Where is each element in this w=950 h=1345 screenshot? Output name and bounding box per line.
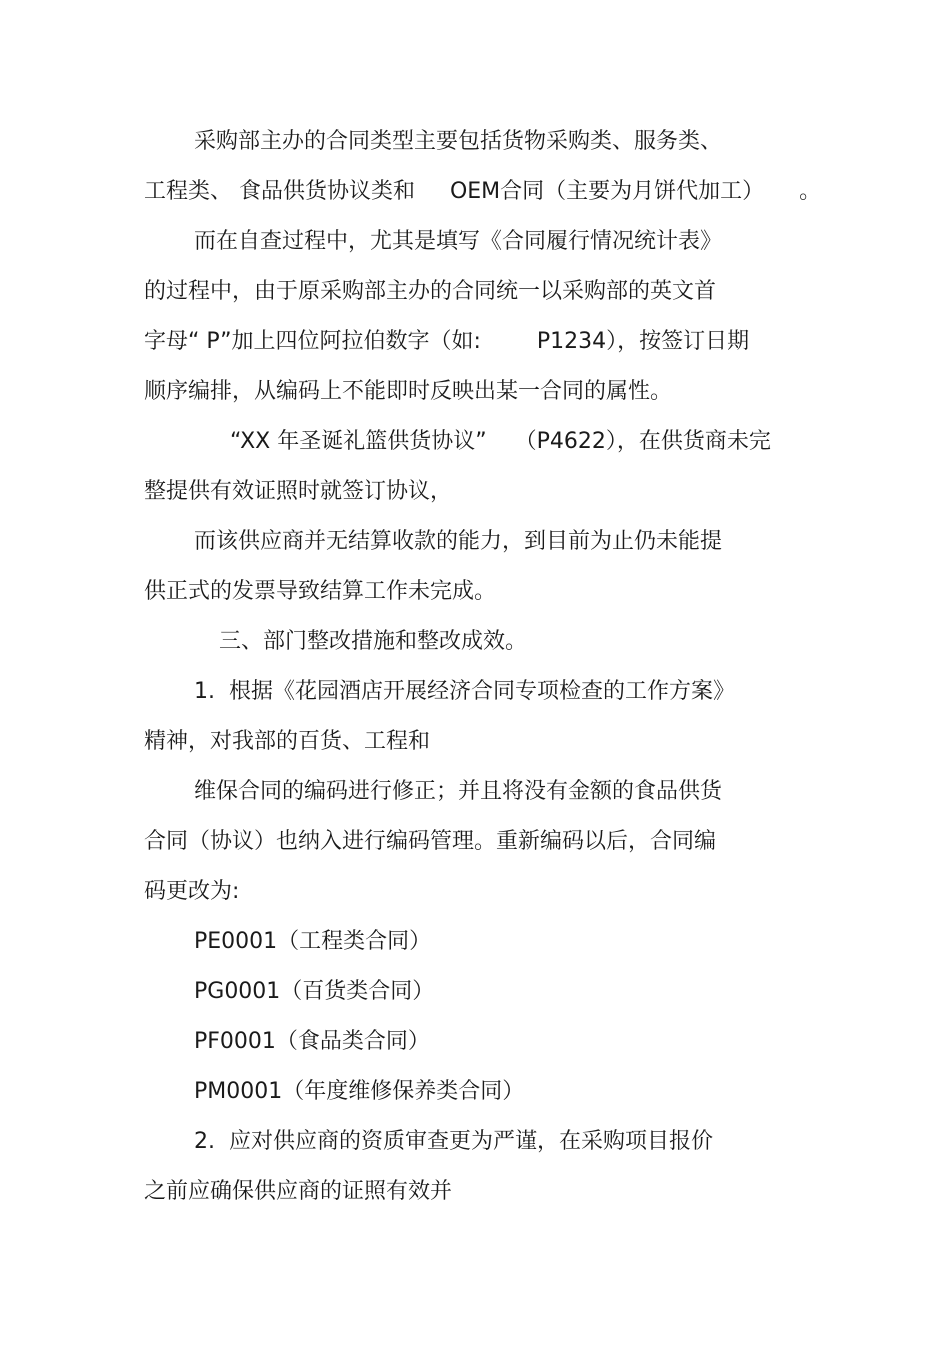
paragraph-line: 之前应确保供应商的证照有效并 (144, 1179, 453, 1204)
paragraph-line: 的过程中，由于原采购部主办的合同统一以采购部的英文首 (144, 279, 717, 304)
paragraph-line: 供正式的发票导致结算工作未完成。 (144, 579, 497, 604)
paragraph-line: 而该供应商并无结算收款的能力，到目前为止仍未能提 (194, 529, 723, 554)
code-list-item: PE0001（工程类合同） (194, 929, 432, 954)
paragraph-line: 而在自查过程中，尤其是填写《合同履行情况统计表》 (194, 229, 723, 254)
paragraph-line: 工程类、 食品供货协议类和 OEM合同（主要为月饼代加工） 。 (144, 179, 822, 204)
paragraph-line: 维保合同的编码进行修正；并且将没有金额的食品供货 (194, 779, 723, 804)
paragraph-line: 整提供有效证照时就签订协议， (144, 479, 453, 504)
paragraph-line: 精神，对我部的百货、工程和 (144, 729, 431, 754)
paragraph-line: 2. 应对供应商的资质审查更为严谨，在采购项目报价 (194, 1129, 713, 1154)
code-list-item: PG0001（百货类合同） (194, 979, 435, 1004)
section-heading: 三、部门整改措施和整改成效。 (219, 629, 528, 654)
code-list-item: PM0001（年度维修保养类合同） (194, 1079, 525, 1104)
paragraph-line: 1. 根据《花园酒店开展经济合同专项检查的工作方案》 (194, 679, 735, 704)
paragraph-line: 合同（协议）也纳入进行编码管理。重新编码以后，合同编 (144, 829, 717, 854)
paragraph-line: 顺序编排，从编码上不能即时反映出某一合同的属性。 (144, 379, 673, 404)
code-list-item: PF0001（食品类合同） (194, 1029, 430, 1054)
paragraph-line: 采购部主办的合同类型主要包括货物采购类、服务类、 (194, 129, 723, 154)
paragraph-line: “XX 年圣诞礼篮供货协议” （P4622），在供货商未完 (230, 429, 771, 454)
paragraph-line: 字母“ P”加上四位阿拉伯数字（如: P1234），按签订日期 (144, 329, 750, 354)
paragraph-line: 码更改为: (144, 879, 240, 904)
